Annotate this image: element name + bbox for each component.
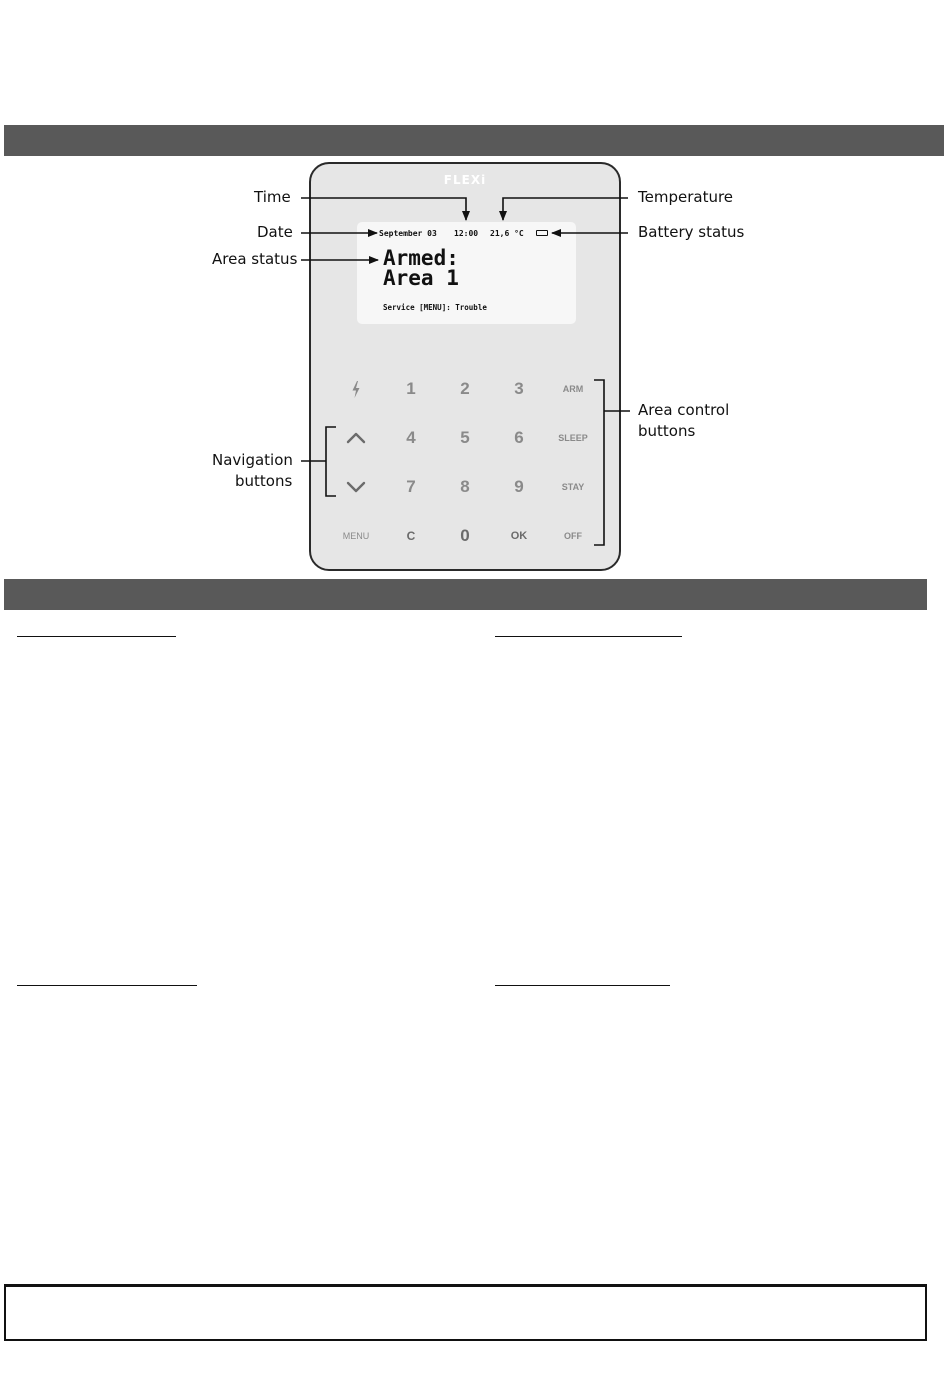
clear-button[interactable]: C: [406, 529, 416, 543]
area-status-label: Area status: [212, 250, 298, 268]
brand-logo: FLEXi: [443, 173, 487, 187]
area-control-label-line1: Area control: [638, 401, 730, 419]
time-leader: [301, 198, 466, 220]
screen-temperature: 21,6 °C: [490, 229, 524, 238]
section-band: [4, 579, 927, 610]
key-3[interactable]: 3: [514, 379, 524, 398]
stay-button[interactable]: STAY: [561, 482, 585, 492]
navigation-label-line2: buttons: [235, 472, 293, 490]
key-2[interactable]: 2: [460, 379, 470, 398]
date-label: Date: [257, 223, 293, 241]
screen-time: 12:00: [454, 229, 479, 238]
arm-button[interactable]: ARM: [562, 384, 584, 394]
ok-button[interactable]: OK: [510, 530, 528, 542]
key-6[interactable]: 6: [514, 428, 524, 447]
battery-status-label: Battery status: [638, 223, 745, 241]
menu-button[interactable]: MENU: [342, 531, 370, 541]
note-box: [4, 1284, 927, 1341]
section-rule-bottom-left: [17, 985, 197, 986]
key-1[interactable]: 1: [406, 379, 416, 398]
navigation-label-line1: Navigation: [212, 451, 293, 469]
key-0[interactable]: 0: [460, 526, 470, 545]
navigation-bracket: [326, 427, 336, 496]
screen-date: September 03: [379, 229, 437, 238]
key-9[interactable]: 9: [514, 477, 524, 496]
key-4[interactable]: 4: [406, 428, 416, 447]
service-line: Service [MENU]: Trouble: [383, 303, 487, 312]
temperature-label: Temperature: [638, 188, 734, 206]
section-rule-top-left: [17, 636, 176, 637]
callout-lines: [0, 0, 950, 600]
area-status-line1: Armed:: [383, 246, 459, 270]
key-8[interactable]: 8: [460, 477, 470, 496]
area-control-bracket: [594, 380, 604, 545]
off-button[interactable]: OFF: [564, 531, 582, 541]
area-status-line2: Area 1: [383, 266, 459, 290]
time-label: Time: [254, 188, 291, 206]
area-control-label-line2: buttons: [638, 422, 696, 440]
section-rule-bottom-right: [495, 985, 670, 986]
temperature-leader: [503, 198, 628, 220]
key-5[interactable]: 5: [460, 428, 470, 447]
key-7[interactable]: 7: [406, 477, 416, 496]
section-rule-top-right: [495, 636, 682, 637]
sleep-button[interactable]: SLEEP: [558, 433, 588, 443]
